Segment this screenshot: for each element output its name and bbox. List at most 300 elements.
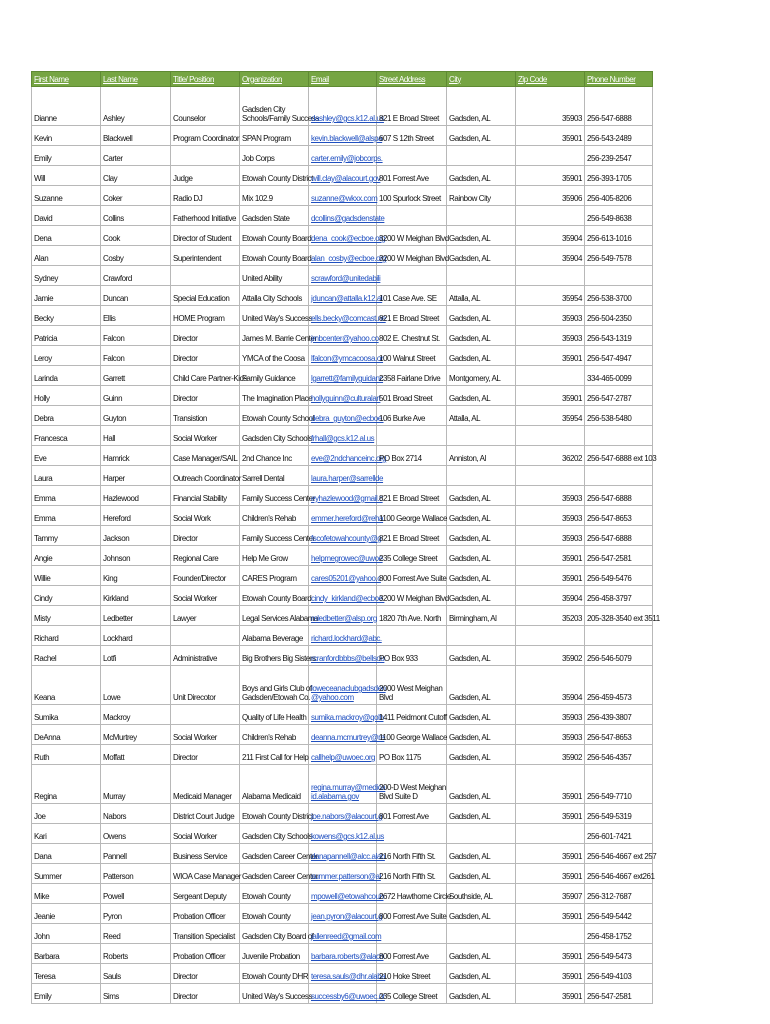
street-address-cell[interactable]: 821 E Broad Street <box>377 486 447 506</box>
organization-cell[interactable]: Children's Rehab <box>240 506 309 526</box>
email-cell[interactable]: cares05201@yahoo.c <box>309 566 377 586</box>
last-name-cell[interactable]: Clay <box>101 166 171 186</box>
phone-number-cell[interactable]: 256-547-6888 <box>585 87 653 126</box>
zip-code-cell[interactable] <box>516 426 585 446</box>
city-cell[interactable] <box>447 206 516 226</box>
organization-cell[interactable]: Alabama Beverage <box>240 626 309 646</box>
last-name-cell[interactable]: Ellis <box>101 306 171 326</box>
organization-cell[interactable]: The Imagination Place <box>240 386 309 406</box>
city-cell[interactable]: Gadsden, AL <box>447 246 516 266</box>
last-name-cell[interactable]: Sims <box>101 984 171 1004</box>
title-cell[interactable]: Social Work <box>171 506 240 526</box>
phone-number-cell[interactable]: 256-458-1752 <box>585 924 653 944</box>
phone-number-cell[interactable]: 256-459-4573 <box>585 666 653 705</box>
first-name-cell[interactable]: Angie <box>32 546 101 566</box>
first-name-cell[interactable]: Regina <box>32 765 101 804</box>
street-address-cell[interactable] <box>377 924 447 944</box>
phone-number-cell[interactable]: 256-538-5480 <box>585 406 653 426</box>
street-address-cell[interactable] <box>377 426 447 446</box>
first-name-cell[interactable]: Becky <box>32 306 101 326</box>
first-name-cell[interactable]: John <box>32 924 101 944</box>
title-cell[interactable]: Superintendent <box>171 246 240 266</box>
last-name-cell[interactable]: Guinn <box>101 386 171 406</box>
email-cell[interactable]: mledbetter@alsp.org <box>309 606 377 626</box>
zip-code-cell[interactable] <box>516 824 585 844</box>
zip-code-cell[interactable]: 35954 <box>516 286 585 306</box>
first-name-cell[interactable]: Francesca <box>32 426 101 446</box>
title-cell[interactable]: Child Care Partner-Kids <box>171 366 240 386</box>
last-name-cell[interactable]: Roberts <box>101 944 171 964</box>
city-cell[interactable]: Rainbow City <box>447 186 516 206</box>
city-cell[interactable]: Gadsden, AL <box>447 486 516 506</box>
email-cell[interactable]: debra_guyton@ecboe. <box>309 406 377 426</box>
organization-cell[interactable]: Etowah County Board <box>240 586 309 606</box>
organization-cell[interactable]: 2nd Chance Inc <box>240 446 309 466</box>
first-name-cell[interactable]: Richard <box>32 626 101 646</box>
first-name-cell[interactable]: Emma <box>32 506 101 526</box>
street-address-cell[interactable]: 800 Forrest Ave Suite <box>377 566 447 586</box>
city-cell[interactable] <box>447 266 516 286</box>
first-name-cell[interactable]: Teresa <box>32 964 101 984</box>
city-cell[interactable]: Gadsden, AL <box>447 804 516 824</box>
phone-number-cell[interactable]: 256-549-5473 <box>585 944 653 964</box>
street-address-cell[interactable]: 821 E Broad Street <box>377 87 447 126</box>
last-name-cell[interactable]: Lockhard <box>101 626 171 646</box>
organization-cell[interactable]: Etowah County Board <box>240 226 309 246</box>
zip-code-cell[interactable]: 35901 <box>516 346 585 366</box>
city-cell[interactable]: Gadsden, AL <box>447 166 516 186</box>
organization-cell[interactable]: Etowah County District <box>240 166 309 186</box>
zip-code-cell[interactable]: 35904 <box>516 666 585 705</box>
title-cell[interactable]: Medicaid Manager <box>171 765 240 804</box>
email-cell[interactable]: rcranfordbbbs@bellsou <box>309 646 377 666</box>
email-cell[interactable]: emmer.hereford@reha <box>309 506 377 526</box>
email-cell[interactable]: scrawford@unitedabili <box>309 266 377 286</box>
organization-cell[interactable]: Etowah County DHR <box>240 964 309 984</box>
street-address-cell[interactable]: 802 E. Chestnut St. <box>377 326 447 346</box>
zip-code-cell[interactable] <box>516 266 585 286</box>
last-name-cell[interactable]: Kirkland <box>101 586 171 606</box>
title-cell[interactable]: Transition Specialist <box>171 924 240 944</box>
first-name-cell[interactable]: Emma <box>32 486 101 506</box>
zip-code-cell[interactable]: 35901 <box>516 126 585 146</box>
header-title[interactable]: Title/ Position <box>171 72 240 87</box>
zip-code-cell[interactable]: 35903 <box>516 87 585 126</box>
title-cell[interactable]: Director of Student <box>171 226 240 246</box>
zip-code-cell[interactable]: 35901 <box>516 944 585 964</box>
phone-number-cell[interactable]: 256-549-5442 <box>585 904 653 924</box>
first-name-cell[interactable]: Keana <box>32 666 101 705</box>
street-address-cell[interactable]: 801 Forrest Ave <box>377 166 447 186</box>
email-cell[interactable]: alan_cosby@ecboe.org <box>309 246 377 266</box>
title-cell[interactable]: Sergeant Deputy <box>171 884 240 904</box>
city-cell[interactable]: Gadsden, AL <box>447 705 516 725</box>
email-cell[interactable]: mpowell@etowahcoun <box>309 884 377 904</box>
street-address-cell[interactable]: 800 Forrest Ave Suite <box>377 904 447 924</box>
phone-number-cell[interactable]: 256-538-3700 <box>585 286 653 306</box>
email-cell[interactable]: jmbcenter@yahoo.co <box>309 326 377 346</box>
last-name-cell[interactable]: Crawford <box>101 266 171 286</box>
street-address-cell[interactable]: 1100 George Wallace <box>377 725 447 745</box>
email-cell[interactable]: dena_cook@ecboe.org <box>309 226 377 246</box>
zip-code-cell[interactable]: 35901 <box>516 984 585 1004</box>
last-name-cell[interactable]: Hereford <box>101 506 171 526</box>
city-cell[interactable] <box>447 824 516 844</box>
city-cell[interactable]: Gadsden, AL <box>447 586 516 606</box>
header-organization[interactable]: Organization <box>240 72 309 87</box>
phone-number-cell[interactable]: 256-547-8653 <box>585 725 653 745</box>
street-address-cell[interactable] <box>377 146 447 166</box>
last-name-cell[interactable]: Pyron <box>101 904 171 924</box>
last-name-cell[interactable]: Ledbetter <box>101 606 171 626</box>
zip-code-cell[interactable] <box>516 146 585 166</box>
last-name-cell[interactable]: Harper <box>101 466 171 486</box>
city-cell[interactable]: Gadsden, AL <box>447 984 516 1004</box>
first-name-cell[interactable]: Jamie <box>32 286 101 306</box>
street-address-cell[interactable] <box>377 206 447 226</box>
email-cell[interactable]: laura.harper@sarrellde <box>309 466 377 486</box>
zip-code-cell[interactable] <box>516 626 585 646</box>
last-name-cell[interactable]: Sauls <box>101 964 171 984</box>
last-name-cell[interactable]: Lowe <box>101 666 171 705</box>
zip-code-cell[interactable]: 35901 <box>516 386 585 406</box>
organization-cell[interactable]: 211 First Call for Help <box>240 745 309 765</box>
organization-cell[interactable]: Etowah County <box>240 904 309 924</box>
email-cell[interactable]: lgarrett@familyguidanc <box>309 366 377 386</box>
last-name-cell[interactable]: Lotfi <box>101 646 171 666</box>
title-cell[interactable]: Fatherhood Initiative <box>171 206 240 226</box>
email-cell[interactable]: summer.patterson@al <box>309 864 377 884</box>
city-cell[interactable]: Gadsden, AL <box>447 964 516 984</box>
title-cell[interactable]: Director <box>171 346 240 366</box>
first-name-cell[interactable]: Will <box>32 166 101 186</box>
organization-cell[interactable]: Boys and Girls Club of Gadsden/Etowah Co. <box>240 666 309 705</box>
city-cell[interactable]: Attalla, AL <box>447 406 516 426</box>
title-cell[interactable]: Social Worker <box>171 725 240 745</box>
street-address-cell[interactable]: 100 Walnut Street <box>377 346 447 366</box>
last-name-cell[interactable]: Ashley <box>101 87 171 126</box>
organization-cell[interactable]: Etowah County District <box>240 804 309 824</box>
street-address-cell[interactable]: 106 Burke Ave <box>377 406 447 426</box>
phone-number-cell[interactable]: 256-549-5476 <box>585 566 653 586</box>
last-name-cell[interactable]: Mackroy <box>101 705 171 725</box>
phone-number-cell[interactable]: 256-546-4667 ext 257 <box>585 844 653 864</box>
organization-cell[interactable]: Help Me Grow <box>240 546 309 566</box>
organization-cell[interactable]: Family Success Center <box>240 486 309 506</box>
first-name-cell[interactable]: Dena <box>32 226 101 246</box>
email-cell[interactable]: dashley@gcs.k12.al.us <box>309 87 377 126</box>
last-name-cell[interactable]: Guyton <box>101 406 171 426</box>
first-name-cell[interactable]: Suzanne <box>32 186 101 206</box>
email-cell[interactable]: successby6@uwoec.or <box>309 984 377 1004</box>
title-cell[interactable]: Counselor <box>171 87 240 126</box>
email-cell[interactable]: kowens@gcs.k12.al.us <box>309 824 377 844</box>
zip-code-cell[interactable]: 35903 <box>516 526 585 546</box>
city-cell[interactable]: Gadsden, AL <box>447 326 516 346</box>
street-address-cell[interactable] <box>377 824 447 844</box>
title-cell[interactable]: Director <box>171 745 240 765</box>
street-address-cell[interactable]: 3200 W Meighan Blvd <box>377 246 447 266</box>
zip-code-cell[interactable] <box>516 206 585 226</box>
street-address-cell[interactable] <box>377 266 447 286</box>
city-cell[interactable]: Gadsden, AL <box>447 566 516 586</box>
email-cell[interactable]: helpmegrowec@uwoe <box>309 546 377 566</box>
email-cell[interactable]: dcollins@gadsdenstate <box>309 206 377 226</box>
last-name-cell[interactable]: Hall <box>101 426 171 446</box>
street-address-cell[interactable]: 801 Forrest Ave <box>377 804 447 824</box>
email-cell[interactable]: fscofetowahcounty@g <box>309 526 377 546</box>
last-name-cell[interactable]: Falcon <box>101 326 171 346</box>
last-name-cell[interactable]: Hamrick <box>101 446 171 466</box>
first-name-cell[interactable]: Misty <box>32 606 101 626</box>
last-name-cell[interactable]: Nabors <box>101 804 171 824</box>
phone-number-cell[interactable]: 256-549-7710 <box>585 765 653 804</box>
first-name-cell[interactable]: Summer <box>32 864 101 884</box>
street-address-cell[interactable] <box>377 466 447 486</box>
email-cell[interactable]: cindy_kirkland@ecboe. <box>309 586 377 606</box>
last-name-cell[interactable]: Reed <box>101 924 171 944</box>
header-first-name[interactable]: First Name <box>32 72 101 87</box>
title-cell[interactable]: Transistion <box>171 406 240 426</box>
phone-number-cell[interactable]: 256-393-1705 <box>585 166 653 186</box>
title-cell[interactable] <box>171 705 240 725</box>
phone-number-cell[interactable]: 256-543-2489 <box>585 126 653 146</box>
title-cell[interactable]: Business Service <box>171 844 240 864</box>
email-cell[interactable]: regina.murray@medica id.alabama.gov <box>309 765 377 804</box>
city-cell[interactable]: Anniston, Al <box>447 446 516 466</box>
zip-code-cell[interactable]: 35902 <box>516 646 585 666</box>
city-cell[interactable]: Gadsden, AL <box>447 386 516 406</box>
title-cell[interactable]: Special Education <box>171 286 240 306</box>
zip-code-cell[interactable]: 35904 <box>516 586 585 606</box>
first-name-cell[interactable]: Laura <box>32 466 101 486</box>
title-cell[interactable]: Probation Officer <box>171 944 240 964</box>
phone-number-cell[interactable]: 256-239-2547 <box>585 146 653 166</box>
title-cell[interactable] <box>171 146 240 166</box>
street-address-cell[interactable]: 2358 Fairlane Drive <box>377 366 447 386</box>
title-cell[interactable]: Director <box>171 964 240 984</box>
organization-cell[interactable]: Big Brothers Big Sisters <box>240 646 309 666</box>
organization-cell[interactable]: Job Corps <box>240 146 309 166</box>
title-cell[interactable]: Outreach Coordinator <box>171 466 240 486</box>
email-cell[interactable]: jallenreed@gmail.com <box>309 924 377 944</box>
last-name-cell[interactable]: Pannell <box>101 844 171 864</box>
email-cell[interactable]: loweceanaclubgadsden @yahoo.com <box>309 666 377 705</box>
last-name-cell[interactable]: Duncan <box>101 286 171 306</box>
phone-number-cell[interactable]: 256-547-6888 <box>585 526 653 546</box>
street-address-cell[interactable]: 607 S 12th Street <box>377 126 447 146</box>
phone-number-cell[interactable] <box>585 266 653 286</box>
phone-number-cell[interactable]: 256-543-1319 <box>585 326 653 346</box>
street-address-cell[interactable]: 101 Case Ave. SE <box>377 286 447 306</box>
organization-cell[interactable]: Etowah County School <box>240 406 309 426</box>
first-name-cell[interactable]: Ruth <box>32 745 101 765</box>
city-cell[interactable]: Gadsden, AL <box>447 506 516 526</box>
header-last-name[interactable]: Last Name <box>101 72 171 87</box>
city-cell[interactable]: Gadsden, AL <box>447 725 516 745</box>
last-name-cell[interactable]: Carter <box>101 146 171 166</box>
last-name-cell[interactable]: Patterson <box>101 864 171 884</box>
first-name-cell[interactable]: Joe <box>32 804 101 824</box>
zip-code-cell[interactable]: 35901 <box>516 166 585 186</box>
city-cell[interactable]: Gadsden, AL <box>447 944 516 964</box>
title-cell[interactable]: Case Manager/SAIL <box>171 446 240 466</box>
last-name-cell[interactable]: Blackwell <box>101 126 171 146</box>
zip-code-cell[interactable] <box>516 366 585 386</box>
phone-number-cell[interactable]: 256-458-3797 <box>585 586 653 606</box>
city-cell[interactable]: Gadsden, AL <box>447 844 516 864</box>
header-city[interactable]: City <box>447 72 516 87</box>
first-name-cell[interactable]: Eve <box>32 446 101 466</box>
last-name-cell[interactable]: Cook <box>101 226 171 246</box>
email-cell[interactable]: lfalcon@ymcacoosa.or <box>309 346 377 366</box>
street-address-cell[interactable]: 100 Spurlock Street <box>377 186 447 206</box>
last-name-cell[interactable]: Cosby <box>101 246 171 266</box>
city-cell[interactable]: Gadsden, AL <box>447 346 516 366</box>
city-cell[interactable] <box>447 466 516 486</box>
organization-cell[interactable]: James M. Barrie Center <box>240 326 309 346</box>
organization-cell[interactable]: Etowah County <box>240 884 309 904</box>
phone-number-cell[interactable]: 256-405-8206 <box>585 186 653 206</box>
phone-number-cell[interactable]: 256-549-5319 <box>585 804 653 824</box>
title-cell[interactable]: Social Worker <box>171 586 240 606</box>
city-cell[interactable]: Gadsden, AL <box>447 126 516 146</box>
street-address-cell[interactable]: PO Box 1175 <box>377 745 447 765</box>
zip-code-cell[interactable]: 35904 <box>516 226 585 246</box>
last-name-cell[interactable]: Murray <box>101 765 171 804</box>
first-name-cell[interactable]: David <box>32 206 101 226</box>
email-cell[interactable]: ells.becky@comcast.ne <box>309 306 377 326</box>
phone-number-cell[interactable]: 256-547-2581 <box>585 984 653 1004</box>
title-cell[interactable]: Founder/Director <box>171 566 240 586</box>
last-name-cell[interactable]: Garrett <box>101 366 171 386</box>
street-address-cell[interactable]: PO Box 2714 <box>377 446 447 466</box>
organization-cell[interactable]: Children's Rehab <box>240 725 309 745</box>
city-cell[interactable]: Gadsden, AL <box>447 646 516 666</box>
street-address-cell[interactable]: 1411 Peidmont Cutoff <box>377 705 447 725</box>
phone-number-cell[interactable]: 256-547-6888 <box>585 486 653 506</box>
city-cell[interactable]: Gadsden, AL <box>447 666 516 705</box>
first-name-cell[interactable]: Cindy <box>32 586 101 606</box>
first-name-cell[interactable]: Debra <box>32 406 101 426</box>
phone-number-cell[interactable]: 256-549-4103 <box>585 964 653 984</box>
street-address-cell[interactable]: 2000 West Meighan Blvd <box>377 666 447 705</box>
zip-code-cell[interactable]: 35901 <box>516 804 585 824</box>
street-address-cell[interactable]: 1100 George Wallace <box>377 506 447 526</box>
zip-code-cell[interactable]: 35901 <box>516 566 585 586</box>
title-cell[interactable]: Financial Stability <box>171 486 240 506</box>
phone-number-cell[interactable]: 256-613-1016 <box>585 226 653 246</box>
city-cell[interactable]: Gadsden, AL <box>447 765 516 804</box>
first-name-cell[interactable]: Larinda <box>32 366 101 386</box>
first-name-cell[interactable]: Kari <box>32 824 101 844</box>
email-cell[interactable]: carter.emily@jobcorps. <box>309 146 377 166</box>
last-name-cell[interactable]: King <box>101 566 171 586</box>
street-address-cell[interactable]: 821 E Broad Street <box>377 526 447 546</box>
zip-code-cell[interactable]: 35901 <box>516 546 585 566</box>
street-address-cell[interactable]: 821 E Broad Street <box>377 306 447 326</box>
email-cell[interactable]: kevin.blackwell@alspa <box>309 126 377 146</box>
organization-cell[interactable]: Family Guidance <box>240 366 309 386</box>
organization-cell[interactable]: Gadsden City Schools <box>240 426 309 446</box>
zip-code-cell[interactable]: 35903 <box>516 326 585 346</box>
zip-code-cell[interactable]: 35903 <box>516 725 585 745</box>
first-name-cell[interactable]: Tammy <box>32 526 101 546</box>
city-cell[interactable]: Gadsden, AL <box>447 546 516 566</box>
organization-cell[interactable]: Gadsden City Board of <box>240 924 309 944</box>
title-cell[interactable]: HOME Program <box>171 306 240 326</box>
phone-number-cell[interactable]: 205-328-3540 ext 3511 <box>585 606 653 626</box>
phone-number-cell[interactable]: 256-601-7421 <box>585 824 653 844</box>
zip-code-cell[interactable]: 35904 <box>516 246 585 266</box>
city-cell[interactable]: Gadsden, AL <box>447 745 516 765</box>
zip-code-cell[interactable]: 35903 <box>516 306 585 326</box>
street-address-cell[interactable]: 235 College Street <box>377 546 447 566</box>
phone-number-cell[interactable]: 256-546-4357 <box>585 745 653 765</box>
phone-number-cell[interactable]: 256-439-3807 <box>585 705 653 725</box>
zip-code-cell[interactable]: 35907 <box>516 884 585 904</box>
zip-code-cell[interactable]: 36202 <box>516 446 585 466</box>
organization-cell[interactable]: Mix 102.9 <box>240 186 309 206</box>
organization-cell[interactable]: United Way's Success <box>240 306 309 326</box>
organization-cell[interactable]: Gadsden City Schools <box>240 824 309 844</box>
street-address-cell[interactable]: 200-D West Meighan Blvd Suite D <box>377 765 447 804</box>
title-cell[interactable]: District Court Judge <box>171 804 240 824</box>
last-name-cell[interactable]: Coker <box>101 186 171 206</box>
title-cell[interactable]: Director <box>171 526 240 546</box>
organization-cell[interactable]: Family Success Center <box>240 526 309 546</box>
email-cell[interactable]: hollyguinn@culturalart <box>309 386 377 406</box>
zip-code-cell[interactable]: 35906 <box>516 186 585 206</box>
zip-code-cell[interactable] <box>516 924 585 944</box>
street-address-cell[interactable]: 3200 W Meighan Blvd <box>377 586 447 606</box>
street-address-cell[interactable]: 210 Hoke Street <box>377 964 447 984</box>
zip-code-cell[interactable]: 35901 <box>516 864 585 884</box>
last-name-cell[interactable]: McMurtrey <box>101 725 171 745</box>
last-name-cell[interactable]: Collins <box>101 206 171 226</box>
first-name-cell[interactable]: Barbara <box>32 944 101 964</box>
city-cell[interactable]: Birmingham, Al <box>447 606 516 626</box>
email-cell[interactable]: will.clay@alacourt.gov <box>309 166 377 186</box>
phone-number-cell[interactable]: 256-547-6888 ext 103 <box>585 446 653 466</box>
first-name-cell[interactable]: Jeanie <box>32 904 101 924</box>
zip-code-cell[interactable] <box>516 466 585 486</box>
organization-cell[interactable]: United Ability <box>240 266 309 286</box>
phone-number-cell[interactable] <box>585 626 653 646</box>
zip-code-cell[interactable]: 35901 <box>516 765 585 804</box>
zip-code-cell[interactable]: 35903 <box>516 506 585 526</box>
zip-code-cell[interactable]: 35954 <box>516 406 585 426</box>
city-cell[interactable] <box>447 924 516 944</box>
street-address-cell[interactable]: 1820 7th Ave. North <box>377 606 447 626</box>
last-name-cell[interactable]: Johnson <box>101 546 171 566</box>
city-cell[interactable] <box>447 426 516 446</box>
phone-number-cell[interactable] <box>585 426 653 446</box>
first-name-cell[interactable]: Alan <box>32 246 101 266</box>
street-address-cell[interactable]: 235 College Street <box>377 984 447 1004</box>
phone-number-cell[interactable]: 256-504-2350 <box>585 306 653 326</box>
street-address-cell[interactable]: 3200 W Meighan Blvd <box>377 226 447 246</box>
title-cell[interactable] <box>171 626 240 646</box>
last-name-cell[interactable]: Owens <box>101 824 171 844</box>
title-cell[interactable]: Probation Officer <box>171 904 240 924</box>
title-cell[interactable]: Lawyer <box>171 606 240 626</box>
street-address-cell[interactable] <box>377 626 447 646</box>
phone-number-cell[interactable]: 256-312-7687 <box>585 884 653 904</box>
organization-cell[interactable]: Legal Services Alabama <box>240 606 309 626</box>
street-address-cell[interactable]: 216 North Fifth St. <box>377 844 447 864</box>
title-cell[interactable]: Social Worker <box>171 824 240 844</box>
